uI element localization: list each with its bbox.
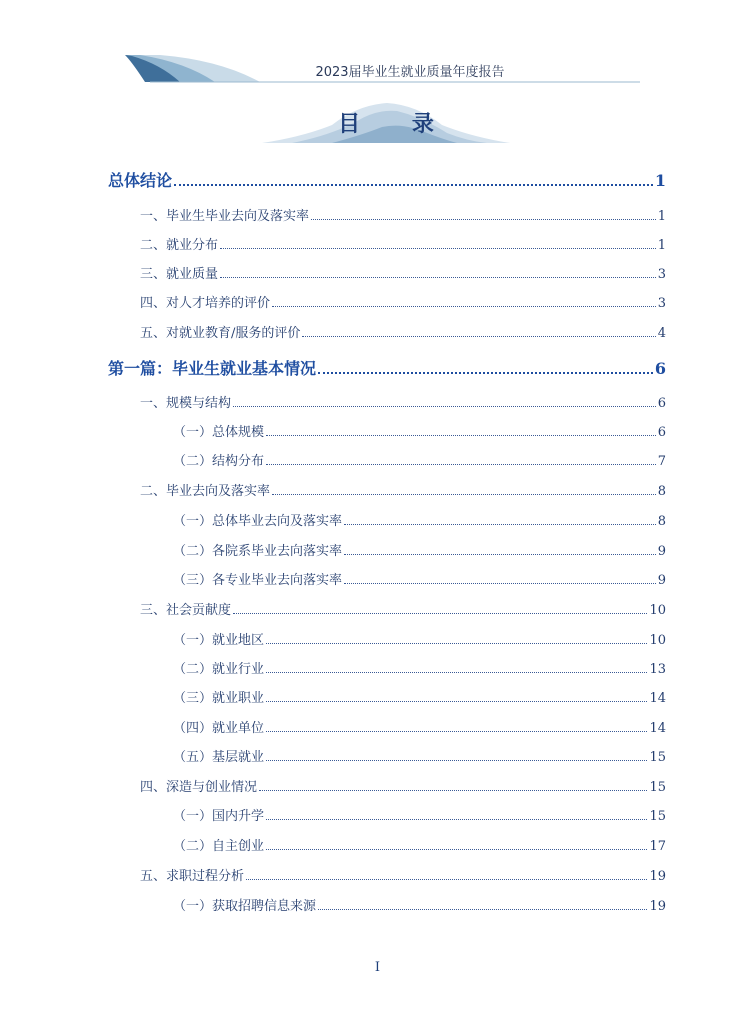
dot-leader	[266, 643, 647, 644]
toc-section-entry[interactable]	[140, 322, 666, 341]
toc-entry-page: 1	[657, 238, 666, 253]
toc-entry-page: 9	[657, 544, 666, 559]
toc-entry-page: 15	[649, 750, 666, 765]
toc-entry-label: （二）自主创业	[173, 839, 265, 854]
toc-entry-page: 14	[649, 721, 666, 736]
dot-leader	[311, 219, 656, 220]
toc-entry-page: 19	[649, 869, 666, 884]
dot-leader	[266, 464, 656, 465]
toc-entry-label: 一、毕业生毕业去向及落实率	[140, 209, 310, 224]
dot-leader	[174, 184, 653, 186]
toc-section-entry[interactable]	[140, 234, 666, 253]
dot-leader	[220, 248, 656, 249]
toc-subsection-entry[interactable]	[173, 835, 666, 854]
toc-entry-page: 13	[649, 662, 666, 677]
toc-entry-label: 二、毕业去向及落实率	[140, 484, 271, 499]
toc-subsection-entry[interactable]	[173, 450, 666, 469]
dot-leader	[344, 554, 656, 555]
dot-leader	[266, 849, 647, 850]
toc-entry-page: 1	[654, 171, 666, 190]
toc-entry-page: 1	[657, 209, 666, 224]
toc-section-entry[interactable]	[140, 480, 666, 499]
toc-entry-page: 6	[657, 396, 666, 411]
toc-section-entry[interactable]	[140, 392, 666, 411]
toc-subsection-entry[interactable]	[173, 687, 666, 706]
toc-entry-label: （一）获取招聘信息来源	[173, 899, 317, 914]
toc-entry-label: （二）各院系毕业去向落实率	[173, 544, 343, 559]
dot-leader	[233, 406, 656, 407]
report-title: 2023届毕业生就业质量年度报告	[315, 65, 505, 80]
toc-entry-page: 9	[657, 573, 666, 588]
dot-leader	[220, 277, 656, 278]
dot-leader	[302, 336, 655, 337]
dot-leader	[318, 909, 647, 910]
toc-subsection-entry[interactable]	[173, 658, 666, 677]
toc-entry-label: （一）国内升学	[173, 809, 265, 824]
dot-leader	[266, 819, 647, 820]
toc-entry-label: （三）各专业毕业去向落实率	[173, 573, 343, 588]
toc-entry-page: 14	[649, 691, 666, 706]
toc-entry-label: 二、就业分布	[140, 238, 219, 253]
toc-section-entry[interactable]	[140, 599, 666, 618]
toc-section-entry[interactable]	[140, 776, 666, 795]
dot-leader	[318, 372, 653, 374]
toc-subsection-entry[interactable]	[173, 805, 666, 824]
dot-leader	[259, 790, 647, 791]
toc-entry-page: 4	[657, 326, 666, 341]
toc-subsection-entry[interactable]	[173, 569, 666, 588]
toc-entry-page: 3	[657, 267, 666, 282]
dot-leader	[246, 879, 647, 880]
toc-chapter-entry[interactable]	[108, 356, 666, 379]
toc-heading-banner	[262, 95, 510, 145]
toc-entry-page: 8	[657, 514, 666, 529]
toc-entry-label: 三、社会贡献度	[140, 603, 232, 618]
dot-leader	[266, 435, 656, 436]
dot-leader	[344, 583, 656, 584]
dot-leader	[233, 613, 647, 614]
dot-leader	[266, 760, 647, 761]
toc-subsection-entry[interactable]	[173, 717, 666, 736]
toc-subsection-entry[interactable]	[173, 746, 666, 765]
toc-entry-label: （三）就业职业	[173, 691, 265, 706]
toc-heading: 目 录	[338, 111, 456, 137]
toc-section-entry[interactable]	[140, 205, 666, 224]
toc-entry-label: 四、深造与创业情况	[140, 780, 258, 795]
dot-leader	[272, 306, 656, 307]
toc-subsection-entry[interactable]	[173, 421, 666, 440]
toc-subsection-entry[interactable]	[173, 510, 666, 529]
toc-entry-page: 19	[649, 899, 666, 914]
toc-entry-label: 四、对人才培养的评价	[140, 296, 271, 311]
toc-entry-page: 10	[649, 603, 666, 618]
toc-entry-label: 第一篇：毕业生就业基本情况	[108, 359, 317, 378]
page-header	[0, 0, 755, 90]
dot-leader	[344, 524, 656, 525]
toc-entry-page: 8	[657, 484, 666, 499]
toc-entry-page: 10	[649, 633, 666, 648]
toc-entry-label: 三、就业质量	[140, 267, 219, 282]
dot-leader	[266, 731, 647, 732]
toc-entry-page: 15	[649, 780, 666, 795]
toc-entry-label: 总体结论	[108, 171, 173, 190]
toc-entry-label: 一、规模与结构	[140, 396, 232, 411]
toc-entry-label: （四）就业单位	[173, 721, 265, 736]
toc-entry-label: （二）结构分布	[173, 454, 265, 469]
dot-leader	[272, 494, 656, 495]
toc-section-entry[interactable]	[140, 263, 666, 282]
toc-entry-label: （二）就业行业	[173, 662, 265, 677]
toc-subsection-entry[interactable]	[173, 895, 666, 914]
toc-section-entry[interactable]	[140, 292, 666, 311]
toc-entry-label: （一）总体毕业去向及落实率	[173, 514, 343, 529]
toc-entry-label: （一）就业地区	[173, 633, 265, 648]
dot-leader	[266, 672, 647, 673]
dot-leader	[266, 701, 647, 702]
toc-subsection-entry[interactable]	[173, 629, 666, 648]
page-number: I	[374, 960, 381, 975]
toc-entry-label: （一）总体规模	[173, 425, 265, 440]
toc-entry-page: 6	[657, 425, 666, 440]
toc-entry-page: 3	[657, 296, 666, 311]
toc-entry-page: 7	[657, 454, 666, 469]
toc-entry-page: 6	[654, 359, 666, 378]
toc-entry-label: 五、对就业教育/服务的评价	[140, 326, 301, 341]
toc-chapter-entry[interactable]	[108, 168, 666, 191]
toc-section-entry[interactable]	[140, 865, 666, 884]
toc-entry-page: 17	[649, 839, 666, 854]
toc-subsection-entry[interactable]	[173, 540, 666, 559]
toc-entry-label: 五、求职过程分析	[140, 869, 245, 884]
toc-entry-label: （五）基层就业	[173, 750, 265, 765]
toc-entry-page: 15	[649, 809, 666, 824]
